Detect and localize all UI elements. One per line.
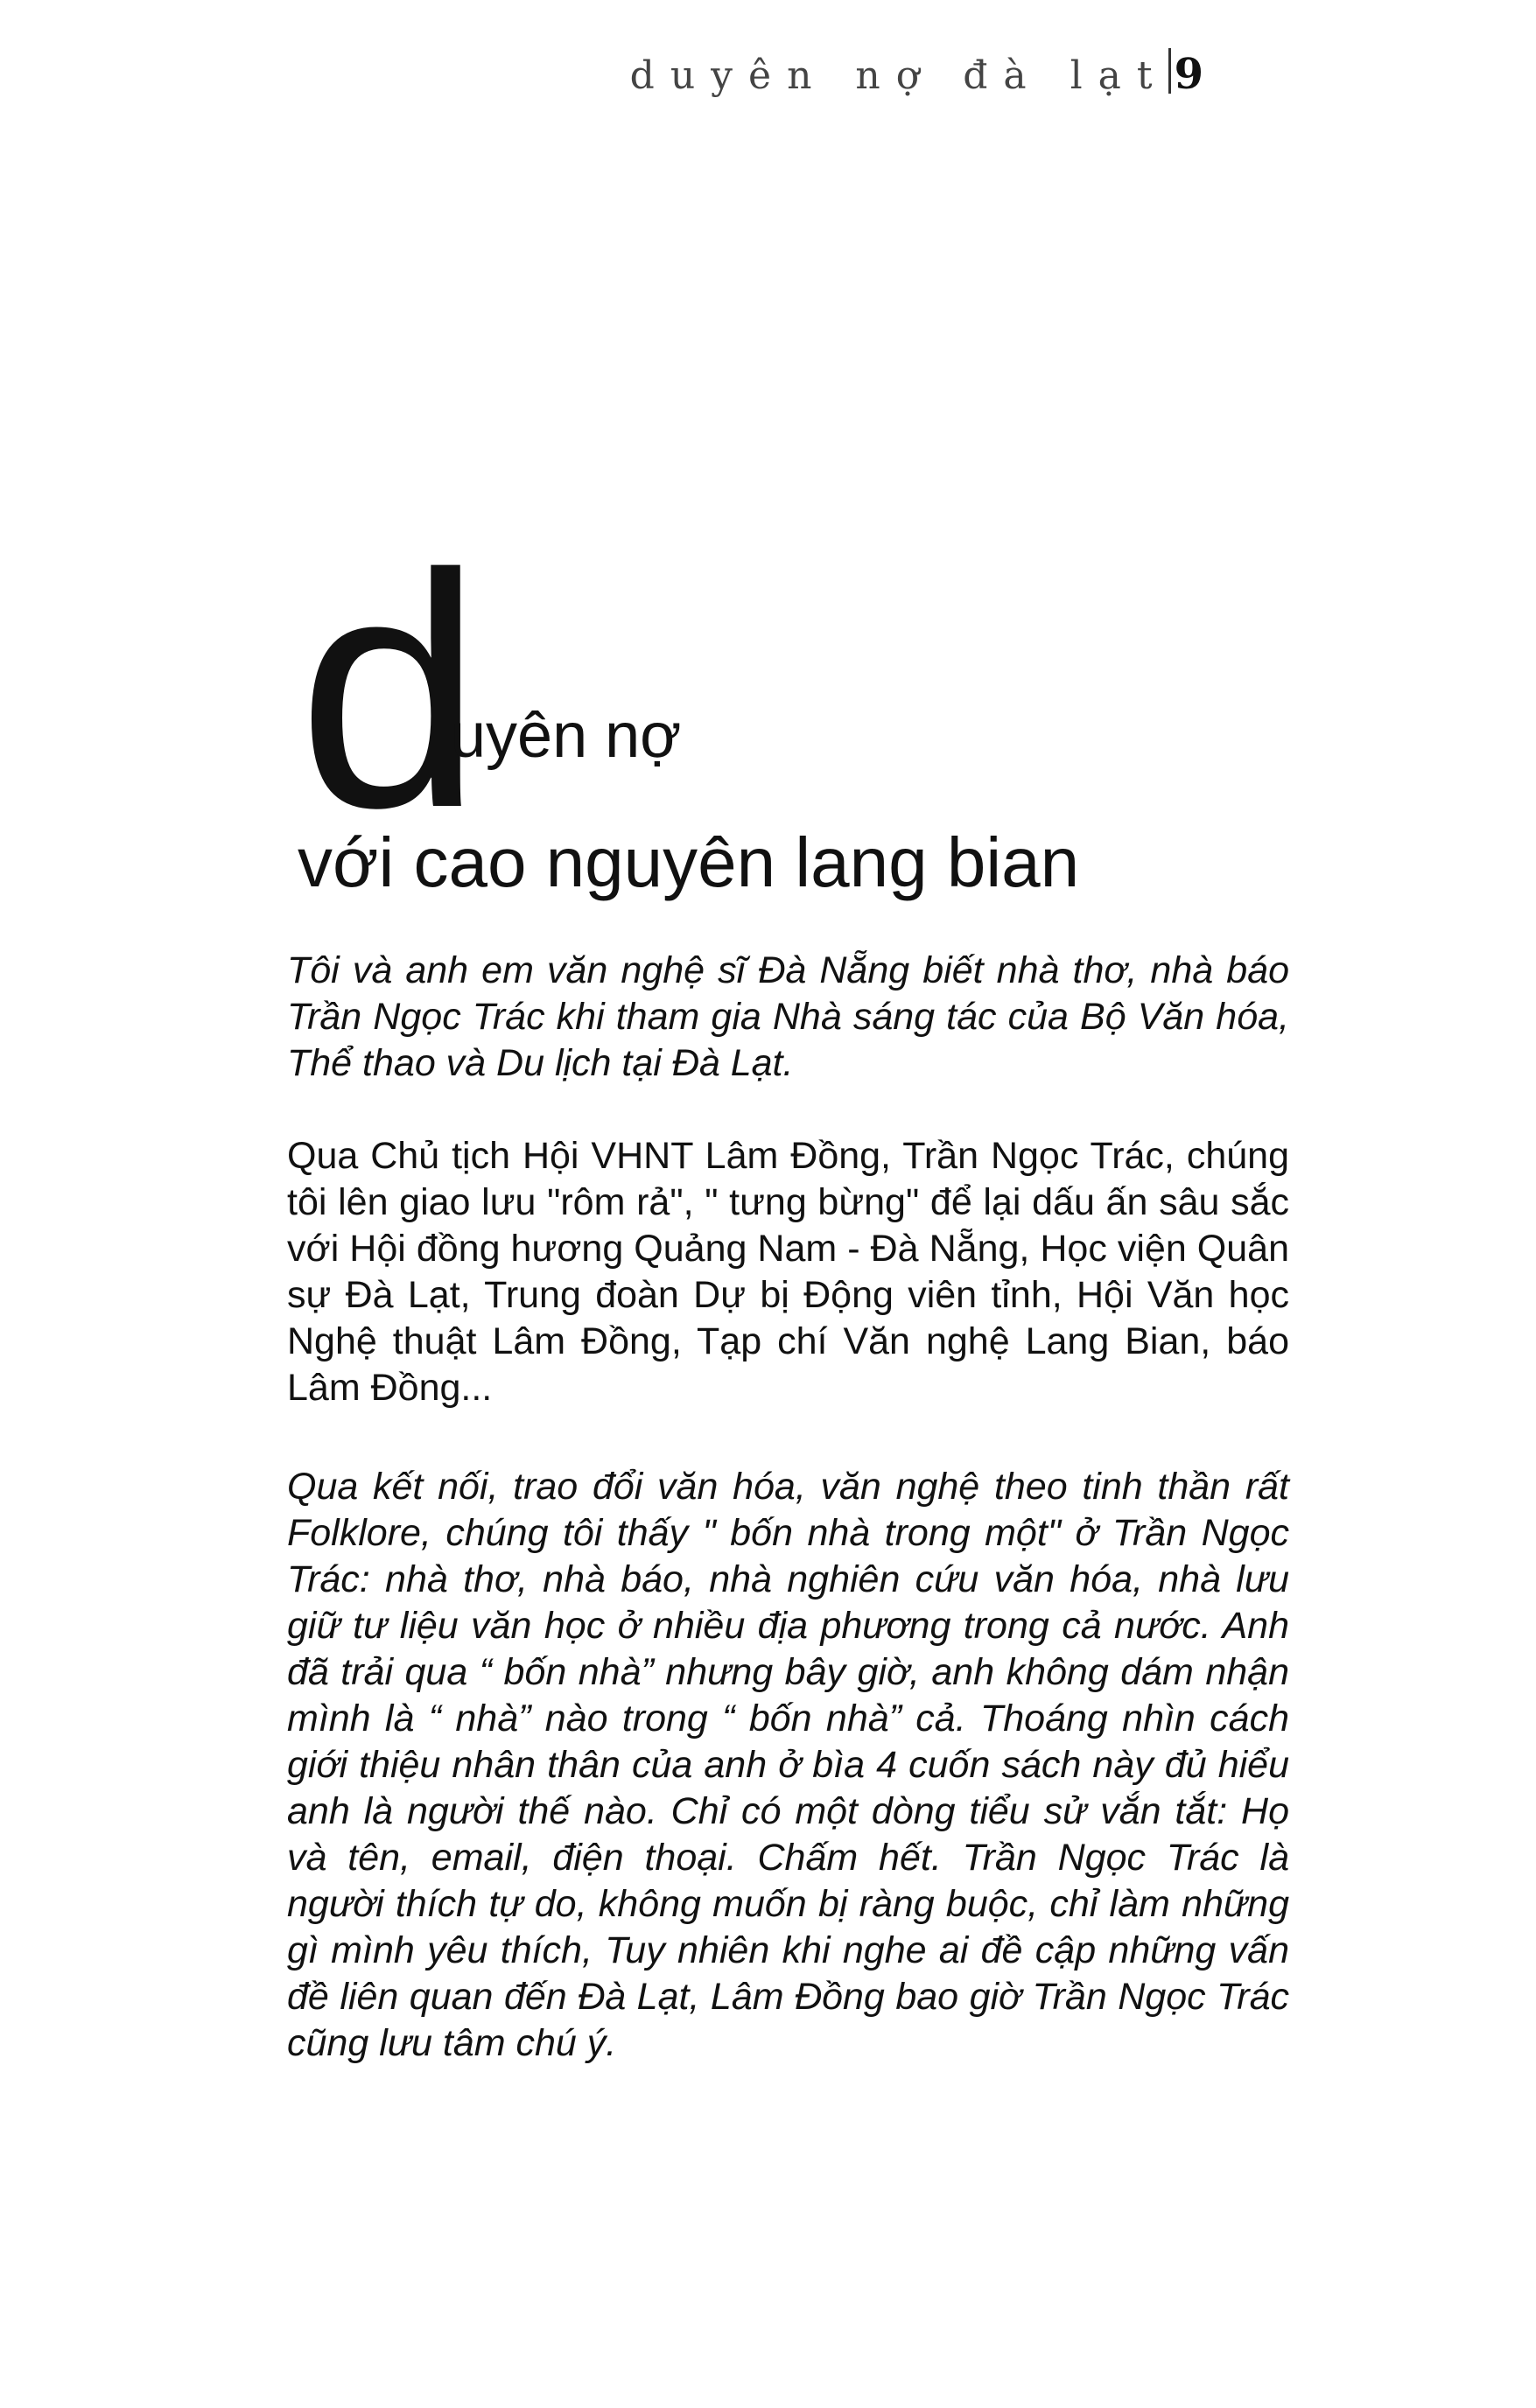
body-paragraph-2: Qua kết nối, trao đổi văn hóa, văn nghệ theo tinh thần rất Folklore, chúng tôi thấy " bốn nhà trong một" ở Trần Ngọc Trác: nhà thơ, nhà báo, nhà nghiên cứu văn hóa, nhà lưu giữ tư liệu văn học ở nhiều địa phương trong cả nước. Anh đã trải qua “ bốn nhà” nhưng bây giờ, anh không dám nhận mình là “ nhà” nào trong “ bốn nhà” cả. Thoáng nhìn cách giới thiệu nhân thân của anh ở bìa 4 cuốn sách này đủ hiểu anh là người thế nào. Chỉ có một dòng tiểu sử vắn tắt: Họ và tên, email, điện thoại. Chấm hết. Trần Ngọc Trác là người thích tự do, không muốn bị ràng buộc, chỉ làm những gì mình yêu thích, Tuy nhiên khi nghe ai đề cập những vấn đề liên quan đến Đà Lạt, Lâm Đồng bao giờ Trần Ngọc Trác cũng lưu tâm chú ý.	[287, 1466, 1289, 2064]
running-title: duyên nợ đà lạt	[629, 53, 1168, 98]
title-line-1: uyên nợ	[451, 701, 682, 771]
title-drop-letter: d	[298, 505, 483, 877]
chapter-title	[298, 505, 1260, 910]
page-number: 9	[1174, 50, 1203, 99]
intro-paragraph: Tôi và anh em văn nghệ sĩ Đà Nẵng biết nhà thơ, nhà báo Trần Ngọc Trác khi tham gia Nhà sáng tác của Bộ Văn hóa, Thể thao và Du lịch tại Đà Lạt.	[287, 949, 1289, 1084]
body-paragraph-1: Qua Chủ tịch Hội VHNT Lâm Đồng, Trần Ngọc Trác, chúng tôi lên giao lưu "rôm rả", " tưng bừng" để lại dấu ấn sâu sắc với Hội đồng hương Quảng Nam - Đà Nẵng, Học viện Quân sự Đà Lạt, Trung đoàn Dự bị Động viên tỉnh, Hội Văn học Nghệ thuật Lâm Đồng, Tạp chí Văn nghệ Lang Bian, báo Lâm Đồng...	[287, 1135, 1289, 1409]
header-separator	[1168, 48, 1171, 94]
title-line-2: với cao nguyên lang bian	[298, 823, 1080, 901]
running-header	[0, 48, 1203, 99]
